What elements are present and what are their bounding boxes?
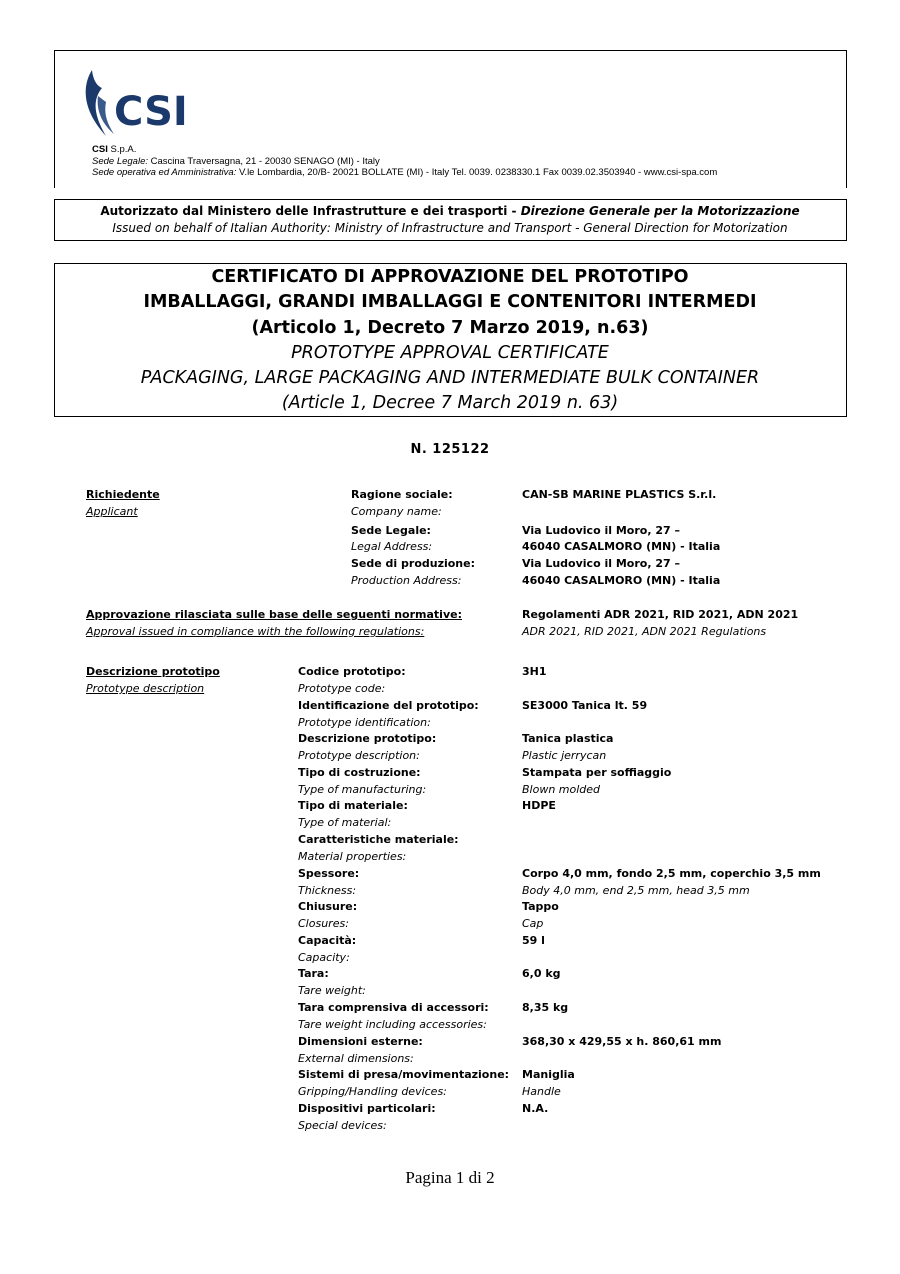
field-value-it: Corpo 4,0 mm, fondo 2,5 mm, coperchio 3,5 mm [522, 867, 821, 880]
field-label-it: Caratteristiche materiale: [298, 833, 459, 846]
logo-text: CSI [114, 89, 188, 135]
operative-seat-line [92, 167, 717, 178]
prototype-section-en: Prototype description [86, 682, 205, 695]
production-address-value-2: 46040 CASALMORO (MN) - Italia [522, 574, 721, 587]
field-value-en: Handle [522, 1085, 561, 1098]
production-address-label-it: Sede di produzione: [351, 557, 476, 570]
field-label-en: Prototype identification: [298, 716, 431, 729]
title-it-line-2: IMBALLAGGI, GRANDI IMBALLAGGI E CONTENITORI INTERMEDI [143, 292, 757, 312]
field-value-it: 6,0 kg [522, 967, 561, 980]
field-label-it: Sistemi di presa/movimentazione: [298, 1068, 510, 1081]
field-value-en: Blown molded [522, 783, 601, 796]
regulations-value-en: ADR 2021, RID 2021, ADN 2021 Regulations [522, 625, 767, 638]
page-number: Pagina 1 di 2 [405, 1168, 495, 1187]
field-label-en: Prototype description: [298, 749, 420, 762]
authorization-ministry: Autorizzato dal Ministero delle Infrastrutture e dei trasporti - [100, 204, 521, 218]
company-name-label-it: Ragione sociale: [351, 488, 453, 501]
field-value-it: N.A. [522, 1102, 549, 1115]
authorization-direction: Direzione Generale per la Motorizzazione [520, 204, 800, 218]
production-address-value-1: Via Ludovico il Moro, 27 – [522, 557, 680, 570]
regulations-value-it: Regolamenti ADR 2021, RID 2021, ADN 2021 [522, 608, 799, 621]
title-it-line-1: CERTIFICATO DI APPROVAZIONE DEL PROTOTIPO [211, 267, 689, 287]
field-label-it: Tara comprensiva di accessori: [298, 1001, 489, 1014]
legal-seat-label: Sede Legale: [92, 156, 148, 167]
operative-seat-value: V.le Lombardia, 20/B- 20021 BOLLATE (MI) - Italy Tel. 0039. 0238330.1 Fax 0039.02.3503940 - www.csi-spa.com [236, 167, 718, 178]
field-label-en: Special devices: [298, 1119, 387, 1132]
title-en-line-1: PROTOTYPE APPROVAL CERTIFICATE [291, 343, 609, 363]
field-label-it: Tipo di costruzione: [298, 766, 421, 779]
field-label-en: Type of manufacturing: [298, 783, 427, 796]
field-value-it: 368,30 x 429,55 x h. 860,61 mm [522, 1035, 722, 1048]
legal-address-label-it: Sede Legale: [351, 524, 431, 537]
field-value-it: HDPE [522, 799, 556, 812]
title-en-line-2: PACKAGING, LARGE PACKAGING AND INTERMEDIATE BULK CONTAINER [140, 368, 760, 388]
regulations-label-it: Approvazione rilasciata sulle base delle seguenti normative: [86, 608, 462, 621]
field-value-it: Tappo [522, 900, 559, 913]
field-label-en: Capacity: [298, 951, 350, 964]
field-label-en: Tare weight including accessories: [298, 1018, 487, 1031]
field-label-en: Type of material: [298, 816, 392, 829]
field-label-it: Dimensioni esterne: [298, 1035, 423, 1048]
field-label-it: Codice prototipo: [298, 665, 406, 678]
field-value-it: Stampata per soffiaggio [522, 766, 672, 779]
field-label-it: Spessore: [298, 867, 360, 880]
field-value-it: SE3000 Tanica lt. 59 [522, 699, 648, 712]
field-value-en: Cap [522, 917, 544, 930]
field-label-it: Tipo di materiale: [298, 799, 408, 812]
legal-address-value-2: 46040 CASALMORO (MN) - Italia [522, 540, 721, 553]
legal-address-label-en: Legal Address: [351, 540, 433, 553]
field-label-en: Material properties: [298, 850, 407, 863]
prototype-section-it: Descrizione prototipo [86, 665, 220, 678]
company-name: CSI [92, 144, 108, 155]
field-label-it: Capacità: [298, 934, 357, 947]
field-label-en: Closures: [298, 917, 349, 930]
authorization-line-en: Issued on behalf of Italian Authority: Ministry of Infrastructure and Transport - General Direction for Motorization [112, 221, 788, 235]
field-value-en: Body 4,0 mm, end 2,5 mm, head 3,5 mm [522, 884, 750, 897]
operative-seat-label: Sede operativa ed Amministrativa: [92, 167, 237, 178]
legal-seat-value: Cascina Traversagna, 21 - 20030 SENAGO (MI) - Italy [148, 156, 380, 167]
certificate-number: N. 125122 [410, 442, 490, 457]
csi-logo [80, 66, 200, 138]
field-label-en: Thickness: [298, 884, 357, 897]
field-value-it: Maniglia [522, 1068, 575, 1081]
field-label-it: Dispositivi particolari: [298, 1102, 436, 1115]
legal-seat-line [92, 156, 380, 167]
field-label-it: Descrizione prototipo: [298, 732, 437, 745]
field-value-it: 3H1 [522, 665, 547, 678]
company-suffix: S.p.A. [107, 144, 137, 155]
field-label-it: Tara: [298, 967, 329, 980]
legal-address-value-1: Via Ludovico il Moro, 27 – [522, 524, 680, 537]
field-label-en: Gripping/Handling devices: [298, 1085, 447, 1098]
production-address-label-en: Production Address: [351, 574, 462, 587]
field-label-en: Prototype code: [298, 682, 386, 695]
field-value-it: Tanica plastica [522, 732, 614, 745]
field-label-it: Identificazione del prototipo: [298, 699, 479, 712]
field-value-it: 59 l [522, 934, 545, 947]
field-value-en: Plastic jerrycan [522, 749, 607, 762]
title-en-line-3: (Article 1, Decree 7 March 2019 n. 63) [281, 393, 619, 413]
field-label-en: Tare weight: [298, 984, 366, 997]
company-name-value: CAN-SB MARINE PLASTICS S.r.l. [522, 488, 717, 501]
authorization-line-it [0, 204, 900, 218]
company-name-line [92, 144, 136, 155]
applicant-section-en: Applicant [86, 505, 138, 518]
company-name-label-en: Company name: [351, 505, 442, 518]
regulations-label-en: Approval issued in compliance with the following regulations: [86, 625, 425, 638]
field-value-it: 8,35 kg [522, 1001, 569, 1014]
field-label-en: External dimensions: [298, 1052, 414, 1065]
applicant-section-it: Richiedente [86, 488, 160, 501]
title-it-line-3: (Articolo 1, Decreto 7 Marzo 2019, n.63) [251, 318, 649, 338]
field-label-it: Chiusure: [298, 900, 358, 913]
